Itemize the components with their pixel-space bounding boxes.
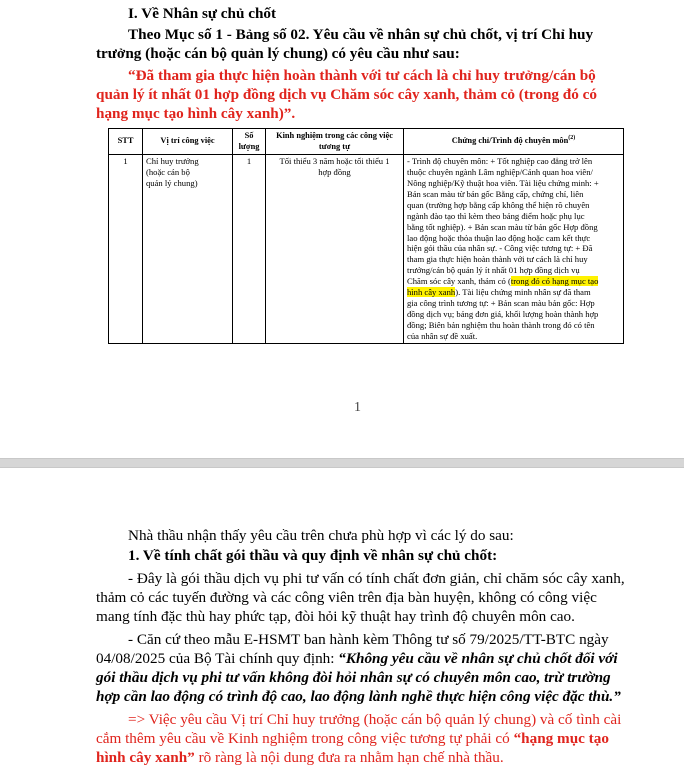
para2-line-2: 04/08/2025 của Bộ Tài chính quy định: “Không yêu cầu về nhân sự chủ chốt đối với <box>96 650 618 667</box>
personnel-requirements-table <box>108 128 624 344</box>
cell-certificate: - Trình độ chuyên môn: + Tốt nghiệp cao đẳng trở lên thuộc chuyên ngành Lâm nghiệp/Cảnh quan hoa viên/ Nông nghiệp/Kỹ thuật hoa viên. Tài liệu chứng minh: + Bản scan màu từ bản gốc Bằng cấp, chứng chỉ, liên quan (trường hợp bằng cấp không thể hiện rõ chuyên ngành đào tạo thì kèm theo bảng điểm hoặc phụ lục bằng tốt nghiệp). + Bản scan màu từ bản gốc Hợp đồng lao động hoặc thỏa thuận lao động hoặc cam kết thực hiện gói thầu của nhân sự. - Công việc tương tự: + Đã tham gia thực hiện hoàn thành với tư cách là chỉ huy trưởng/cán bộ quản lý ít nhất 01 hợp đồng dịch vụ Chăm sóc cây xanh, thảm cỏ (trong đó có hạng mục tạo hình cây xanh). Tài liệu chứng minh nhân sự đã tham gia công trình tương tự: + Bản scan màu bản gốc: Hợp đồng dịch vụ; bảng đơn giá, khối lượng hoàn thành hợp đồng; Biên bản nghiệm thu hoàn thành trong đó có tên của nhân sự đề xuất. <box>404 155 624 343</box>
conclusion-line-2: cắm thêm yêu cầu về Kinh nghiệm trong công việc tương tự phải có “hạng mục tạo <box>96 730 609 747</box>
table-header-row <box>109 129 624 155</box>
quote-line-3: hạng mục tạo hình cây xanh)”. <box>96 105 296 122</box>
para2-line-4: hợp cần lao động có trình độ cao, lao động lành nghề thực hiện công việc đặc thù.” <box>96 688 621 705</box>
page-number: 1 <box>354 400 361 415</box>
para1-line-2: thảm cỏ các tuyến đường và các công viên trên địa bàn huyện, không có công việc <box>96 589 597 606</box>
quote-line-1: “Đã tham gia thực hiện hoàn thành với tư cách là chỉ huy trưởng/cán bộ <box>128 67 596 84</box>
cell-experience: Tối thiểu 3 năm hoặc tối thiểu 1 hợp đồng <box>266 155 404 343</box>
cell-quantity: 1 <box>233 155 266 343</box>
highlighted-text: trong đó có hạng mục tạo <box>510 276 599 287</box>
header-certificate: Chứng chỉ/Trình độ chuyên môn$^{(2)}$ <box>404 129 624 155</box>
page-break-divider <box>0 458 684 468</box>
quote-line-2: quản lý ít nhất 01 hợp đồng dịch vụ Chăm sóc cây xanh, thảm cỏ (trong đó có <box>96 86 597 103</box>
table-row <box>109 155 624 343</box>
header-position: Vị trí công việc <box>143 129 233 155</box>
cell-position: Chỉ huy trưởng (hoặc cán bộ quản lý chung) <box>143 155 233 343</box>
reason-heading-1: 1. Về tính chất gói thầu và quy định về nhân sự chủ chốt: <box>128 547 498 564</box>
highlighted-text: hình cây xanh <box>407 287 456 298</box>
document-page-2 <box>0 468 684 766</box>
para2-line-3: gói thầu dịch vụ phi tư vấn không đòi hỏi nhân sự có chuyên môn cao, trừ trường <box>96 669 611 686</box>
para2-line-1: - Căn cứ theo mẫu E-HSMT ban hành kèm Thông tư số 79/2025/TT-BTC ngày <box>128 631 609 648</box>
intro-line-1: Theo Mục số 1 - Bảng số 02. Yêu cầu về nhân sự chủ chốt, vị trí Chỉ huy <box>128 26 594 43</box>
conclusion-line-1: => Việc yêu cầu Vị trí Chỉ huy trưởng (hoặc cán bộ quản lý chung) và cố tình cài <box>128 711 622 728</box>
header-stt: STT <box>109 129 143 155</box>
section-heading: I. Về Nhân sự chủ chốt <box>128 5 277 22</box>
para1-line-1: - Đây là gói thầu dịch vụ phi tư vấn có tính chất đơn giản, chỉ chăm sóc cây xanh, <box>128 570 625 587</box>
conclusion-line-3: hình cây xanh” rõ ràng là nội dung đưa ra nhằm hạn chế nhà thầu. <box>96 749 504 766</box>
cell-stt: 1 <box>109 155 143 343</box>
opening-sentence: Nhà thầu nhận thấy yêu cầu trên chưa phù hợp vì các lý do sau: <box>128 527 514 544</box>
para1-line-3: mang tính đặc thù hay phức tạp, đòi hỏi kỹ thuật hay trình độ chuyên môn cao. <box>96 608 575 625</box>
header-quantity: Số lượng <box>233 129 266 155</box>
header-experience: Kinh nghiệm trong các công việc tương tự <box>266 129 404 155</box>
intro-line-2: trưởng (hoặc cán bộ quản lý chung) có yêu cầu như sau: <box>96 45 460 62</box>
